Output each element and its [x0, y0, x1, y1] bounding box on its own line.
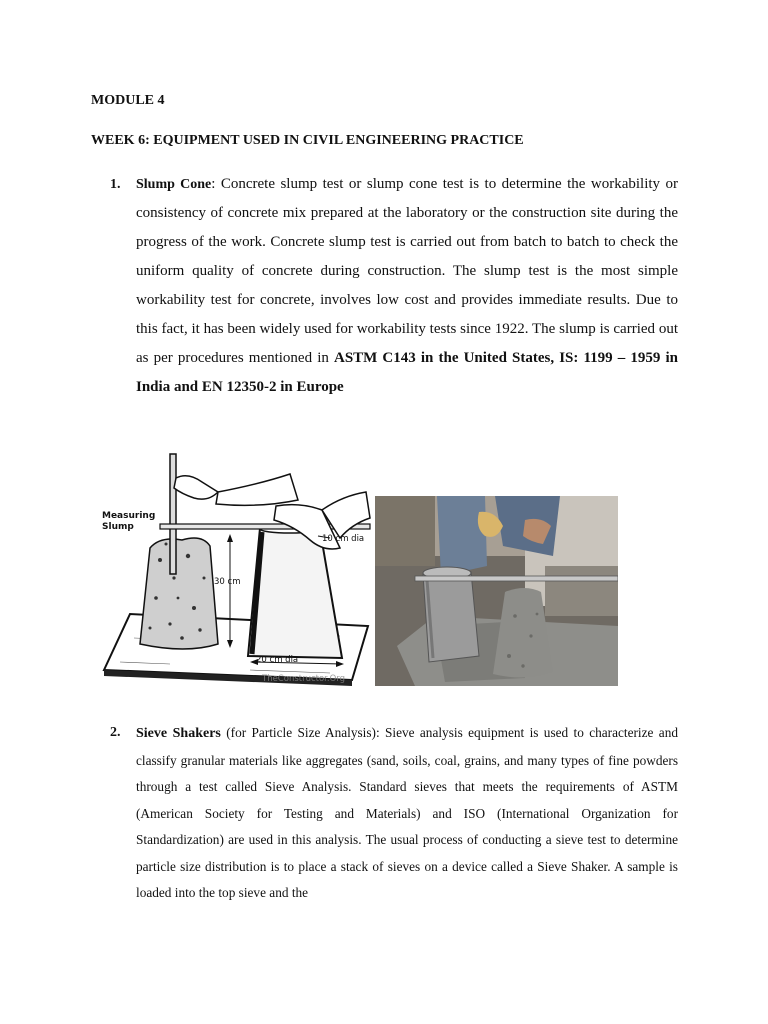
- item-term-colon: :: [211, 176, 216, 192]
- label-bottom-diameter: 20 cm dia: [256, 655, 299, 665]
- measuring-rod: [170, 454, 176, 574]
- label-measuring: Measuring: [102, 511, 156, 521]
- item-text: (for Particle Size Analysis): Sieve analysis equipment is used to characterize and classify granular materials like aggregates (sand, soils, coal, grains, and many types of fine powders through a test called Sieve Analysis. Standard sieves that meets the requirements of ASTM (American Society for Testing and Materials) and ISO (International Organization for Standardization) are used in this analysis. The usual process of conducting a sieve test to determine particle size distribution is to place a stack of sieves on a device called a Sieve Shaker. A sample is loaded into the top sieve and the: [136, 725, 678, 900]
- label-height: 30 cm: [214, 577, 241, 587]
- item-term: Sieve Shakers: [136, 726, 221, 741]
- item-term: Slump Cone: [136, 177, 212, 192]
- item-text: Concrete slump test or slump cone test is to determine the workability or consistency of concrete mix prepared at the laboratory or the construction site during the progress of the work. Concrete slump test is carried out from batch to batch to check the uniform quality of concrete during construction. The slump test is the most simple workability test for concrete, involves low cost and provides immediate results. Due to this fact, it has been widely used for workability tests since 1922. The slump is carried out as per procedures mentioned in: [136, 176, 678, 366]
- list-number: 2.: [110, 725, 121, 740]
- list-item-body: [136, 170, 678, 402]
- module-heading: MODULE 4: [91, 93, 165, 108]
- slump-test-photo: [375, 496, 618, 686]
- list-number: 1.: [110, 177, 121, 192]
- slump-test-diagram: [90, 448, 372, 688]
- watermark: TheConstructor.Org: [262, 674, 346, 684]
- label-top-diameter: 10 cm dia: [322, 534, 365, 544]
- week-heading: WEEK 6: EQUIPMENT USED IN CIVIL ENGINEERING PRACTICE: [91, 133, 524, 148]
- list-item-body: [136, 720, 678, 907]
- hand-left: [174, 476, 218, 499]
- slumped-concrete: [140, 538, 218, 649]
- list-item-slump-cone: [110, 170, 678, 402]
- label-slump: Slump: [102, 522, 134, 532]
- list-item-sieve-shakers: [110, 720, 678, 907]
- item-standards: ASTM C143 in the United States, IS: 1199 – 1959 in India and EN 12350-2 in Europe: [136, 350, 679, 395]
